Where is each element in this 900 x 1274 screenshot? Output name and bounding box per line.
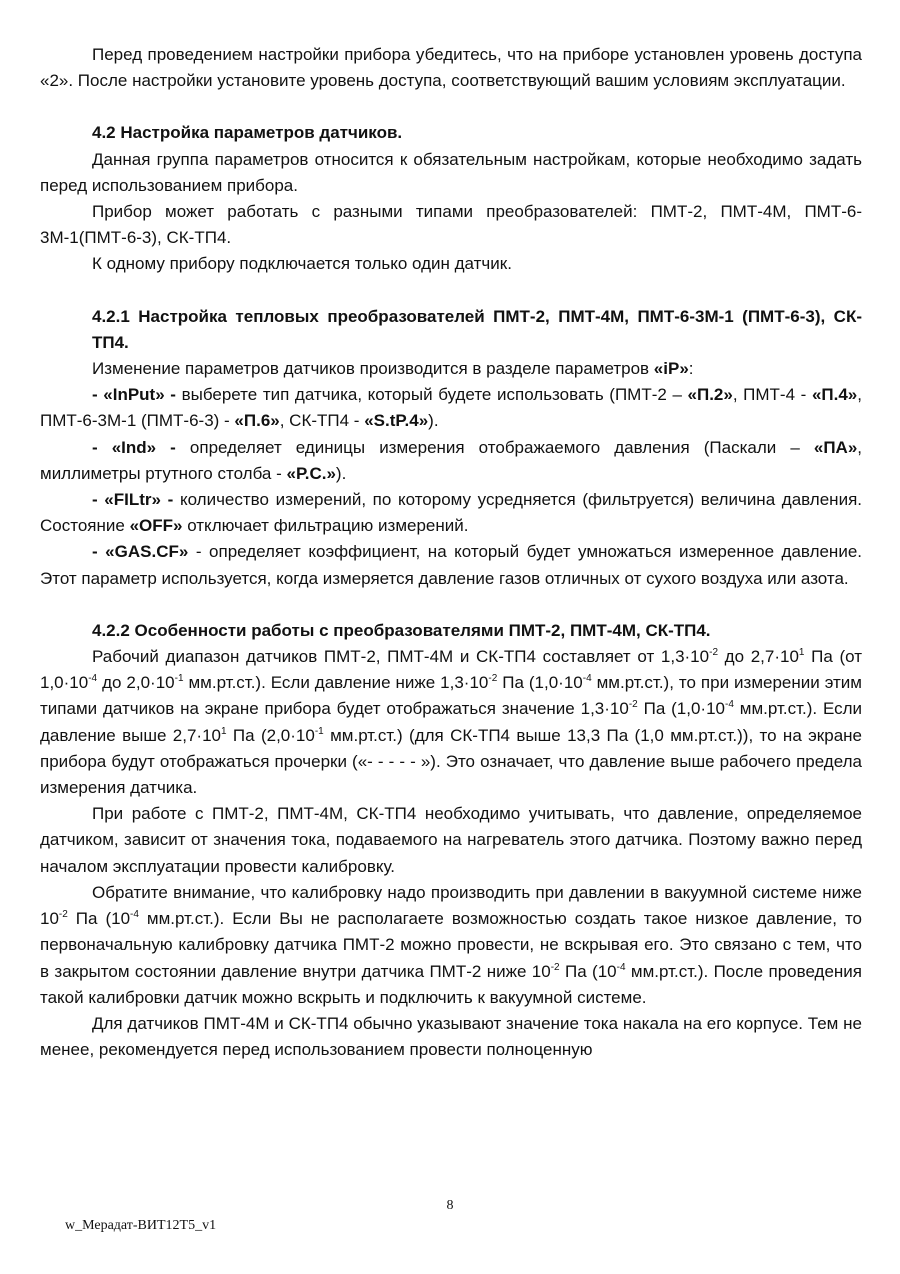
section-4-2-1-heading: 4.2.1 Настройка тепловых преобразователей ПМТ-2, ПМТ-4М, ПМТ-6-3М-1 (ПМТ-6-3), СК-ТП4. bbox=[92, 306, 862, 352]
page-number: 8 bbox=[446, 1198, 454, 1213]
param-ind-key: - «Ind» - bbox=[92, 437, 176, 457]
section-4-2-2-paragraph-4: Для датчиков ПМТ-4М и СК-ТП4 обычно указывают значение тока накала на его корпусе. Тем не менее, рекомендуется перед использованием провести полноценную bbox=[40, 1013, 862, 1060]
spacer bbox=[40, 592, 862, 618]
param-input-item: - «InPut» - выберете тип датчика, который будете использовать (ПМТ-2 – «П.2», ПМТ-4 - «П.4», ПМТ-6-3М-1 (ПМТ-6-3) - «П.6», СК-ТП4 - «S.tP.4»). bbox=[40, 385, 862, 431]
document-body bbox=[40, 42, 862, 1063]
intro-paragraph: Перед проведением настройки прибора убедитесь, что на приборе установлен уровень доступа «2». После настройки установите уровень доступа, соответствующий вашим условиям эксплуатации. bbox=[40, 45, 862, 91]
spacer bbox=[40, 94, 862, 120]
section-4-2-paragraph-3: К одному прибору подключается только один датчик. bbox=[92, 254, 512, 274]
footer-doc-id: w_Мерадат-ВИТ12Т5_v1 bbox=[65, 1218, 217, 1233]
param-group-ip: «iP» bbox=[653, 359, 689, 379]
section-4-2-2-paragraph-3: Обратите внимание, что калибровку надо производить при давлении в вакуумной системе ниже $10^{-2}$ Па ($10^{-4}$ мм.рт.ст.). Если Вы не располагаете возможностью создать такое низкое давление, то первоначальную калибровку датчика ПМТ-2 можно провести, не вскрывая его. Это связано с тем, что в закрытом состоянии давление внутри датчика ПМТ-2 ниже $10^{-2}$ Па ($10^{-4}$ мм.рт.ст.). После проведения такой калибровки датчик можно вскрыть и подключить к вакуумной системе. bbox=[40, 882, 863, 1007]
param-filtr-item: - «FILtr» - количество измерений, по которому усредняется (фильтруется) величина давления. Состояние «OFF» отключает фильтрацию измерений. bbox=[40, 490, 862, 536]
section-4-2-paragraph-2: Прибор может работать с разными типами преобразователей: ПМТ-2, ПМТ-4М, ПМТ-6-3М-1(ПМТ-6-3), СК-ТП4. bbox=[40, 202, 862, 248]
param-gascf-key: - «GAS.CF» bbox=[92, 542, 189, 562]
section-4-2-2-paragraph-2: При работе с ПМТ-2, ПМТ-4М, СК-ТП4 необходимо учитывать, что давление, определяемое датчиком, зависит от значения тока, подаваемого на нагреватель этого датчика. Поэтому важно перед началом эксплуатации провести калибровку. bbox=[40, 804, 862, 876]
param-ind-item: - «Ind» - определяет единицы измерения отображаемого давления (Паскали – «ПА», миллиметры ртутного столба - «Р.С.»). bbox=[40, 437, 863, 483]
param-input-key: - «InPut» - bbox=[92, 385, 176, 405]
spacer bbox=[40, 278, 862, 304]
section-4-2-heading: 4.2 Настройка параметров датчиков. bbox=[92, 123, 403, 143]
section-4-2-2-heading: 4.2.2 Особенности работы с преобразователями ПМТ-2, ПМТ-4М, СК-ТП4. bbox=[92, 620, 711, 640]
section-4-2-2-paragraph-1: Рабочий диапазон датчиков ПМТ-2, ПМТ-4М и СК-ТП4 составляет от $1,3\cdot 10^{-2}$ до $2,7\cdot 10^1$ Па (от $1,0\cdot 10^{-4}$ до $2,0\cdot 10^{-1}$ мм.рт.ст.). Если давление ниже $1,3\cdot 10^{-2}$ Па ($1,0\cdot 10^{-4}$ мм.рт.ст.), то при измерении этим типами датчиков на экране прибора будет отображаться значение $1,3\cdot 10^{-2}$ Па ($1,0\cdot 10^{-4}$ мм.рт.ст.). Если давление выше $2,7\cdot 10^1$ Па ($2,0\cdot 10^{-1}$ мм.рт.ст.) (для СК-ТП4 выше 13,3 Па (1,0 мм.рт.ст.)), то на экране прибора будут отображаться прочерки («- - - - - »). Это означает, что давление выше рабочего предела измерения датчика. bbox=[40, 647, 863, 798]
param-filtr-key: - «FILtr» - bbox=[92, 490, 174, 510]
param-gascf-item: - «GAS.CF» - определяет коэффициент, на который будет умножаться измеренное давление. Этот параметр используется, когда измеряется давление газов отличных от сухого воздуха или азота. bbox=[40, 542, 862, 588]
section-4-2-paragraph-1: Данная группа параметров относится к обязательным настройкам, которые необходимо задать перед использованием прибора. bbox=[40, 149, 862, 195]
section-4-2-1-intro: Изменение параметров датчиков производится в разделе параметров «iP»: bbox=[92, 359, 694, 379]
